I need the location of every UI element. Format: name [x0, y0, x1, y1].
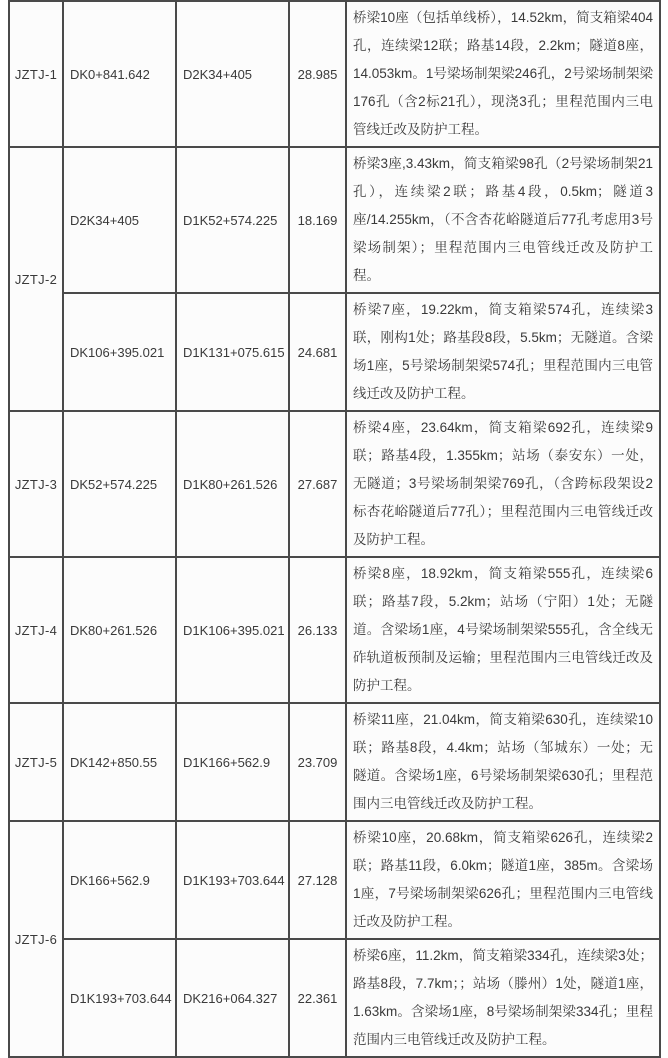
start-mileage-cell: DK52+574.225 [63, 411, 176, 557]
end-mileage-cell: D1K131+075.615 [176, 293, 289, 411]
start-mileage-cell: D1K193+703.644 [63, 939, 176, 1057]
description-cell: 桥梁10座（包括单线桥），14.52km，简支箱梁404孔，连续梁12联；路基14段，2.2km；隧道8座，14.053km。1号梁场制架梁246孔，2号梁场制架梁176孔（含2标21孔），现浇3孔；里程范围内三电管线迁改及防护工程。 [346, 1, 660, 147]
description-cell: 桥梁8座，18.92km，简支箱梁555孔，连续梁6联；路基7段，5.2km；站场（宁阳）1处；无隧道。含梁场1座，4号梁场制架梁555孔，含全线无砟轨道板预制及运输；里程范围内三电管线迁改及防护工程。 [346, 557, 660, 703]
description-cell: 桥梁10座，20.68km，简支箱梁626孔，连续梁2联；路基11段，6.0km；隧道1座，385m。含梁场1座，7号梁场制架梁626孔；里程范围内三电管线迁改及防护工程。 [346, 821, 660, 939]
description-cell: 桥梁7座，19.22km，简支箱梁574孔，连续梁3联，刚构1处；路基段8段，5.5km；无隧道。含梁场1座，5号梁场制架梁574孔；里程范围内三电管线迁改及防护工程。 [346, 293, 660, 411]
section-cell: JZTJ-4 [9, 557, 63, 703]
start-mileage-cell: DK166+562.9 [63, 821, 176, 939]
length-cell: 22.361 [289, 939, 346, 1057]
length-cell: 27.128 [289, 821, 346, 939]
section-cell: JZTJ-1 [9, 1, 63, 147]
description-cell: 桥梁6座，11.2km，简支箱梁334孔，连续梁3处；路基8段，7.7km；；站场（滕州）1处，隧道1座，1.63km。含梁场1座，8号梁场制架梁334孔；里程范围内三电管线迁改及防护工程。 [346, 939, 660, 1057]
start-mileage-cell: DK0+841.642 [63, 1, 176, 147]
table-row [9, 703, 660, 821]
section-cell: JZTJ-3 [9, 411, 63, 557]
description-cell: 桥梁3座,3.43km，简支箱梁98孔（2号梁场制架21孔），连续梁2联；路基4段，0.5km；隧道3座/14.255km，（不含杏花峪隧道后77孔考虑用3号梁场制架）；里程范围内三电管线迁改及防护工程。 [346, 147, 660, 293]
length-cell: 18.169 [289, 147, 346, 293]
end-mileage-cell: D1K52+574.225 [176, 147, 289, 293]
start-mileage-cell: DK80+261.526 [63, 557, 176, 703]
length-cell: 24.681 [289, 293, 346, 411]
description-cell: 桥梁4座，23.64km，简支箱梁692孔，连续梁9联；路基4段，1.355km；站场（泰安东）一处，无隧道；3号梁场制架梁769孔，（含跨标段架设2标杏花峪隧道后77孔）；里程范围内三电管线迁改及防护工程。 [346, 411, 660, 557]
table-row [9, 147, 660, 293]
start-mileage-cell: DK142+850.55 [63, 703, 176, 821]
length-cell: 23.709 [289, 703, 346, 821]
table-row [9, 411, 660, 557]
table-row [9, 939, 660, 1057]
end-mileage-cell: D1K193+703.644 [176, 821, 289, 939]
section-cell: JZTJ-5 [9, 703, 63, 821]
table-row [9, 293, 660, 411]
end-mileage-cell: D1K106+395.021 [176, 557, 289, 703]
length-cell: 28.985 [289, 1, 346, 147]
section-cell: JZTJ-2 [9, 147, 63, 411]
table-row [9, 821, 660, 939]
construction-sections-table [8, 0, 661, 1058]
end-mileage-cell: DK216+064.327 [176, 939, 289, 1057]
table-row [9, 557, 660, 703]
length-cell: 26.133 [289, 557, 346, 703]
end-mileage-cell: D1K80+261.526 [176, 411, 289, 557]
table-row [9, 1, 660, 147]
start-mileage-cell: D2K34+405 [63, 147, 176, 293]
end-mileage-cell: D1K166+562.9 [176, 703, 289, 821]
section-cell: JZTJ-6 [9, 821, 63, 1057]
description-cell: 桥梁11座，21.04km，简支箱梁630孔，连续梁10联；路基8段，4.4km；站场（邹城东）一处；无隧道。含梁场1座，6号梁场制架梁630孔；里程范围内三电管线迁改及防护工程。 [346, 703, 660, 821]
end-mileage-cell: D2K34+405 [176, 1, 289, 147]
start-mileage-cell: DK106+395.021 [63, 293, 176, 411]
length-cell: 27.687 [289, 411, 346, 557]
